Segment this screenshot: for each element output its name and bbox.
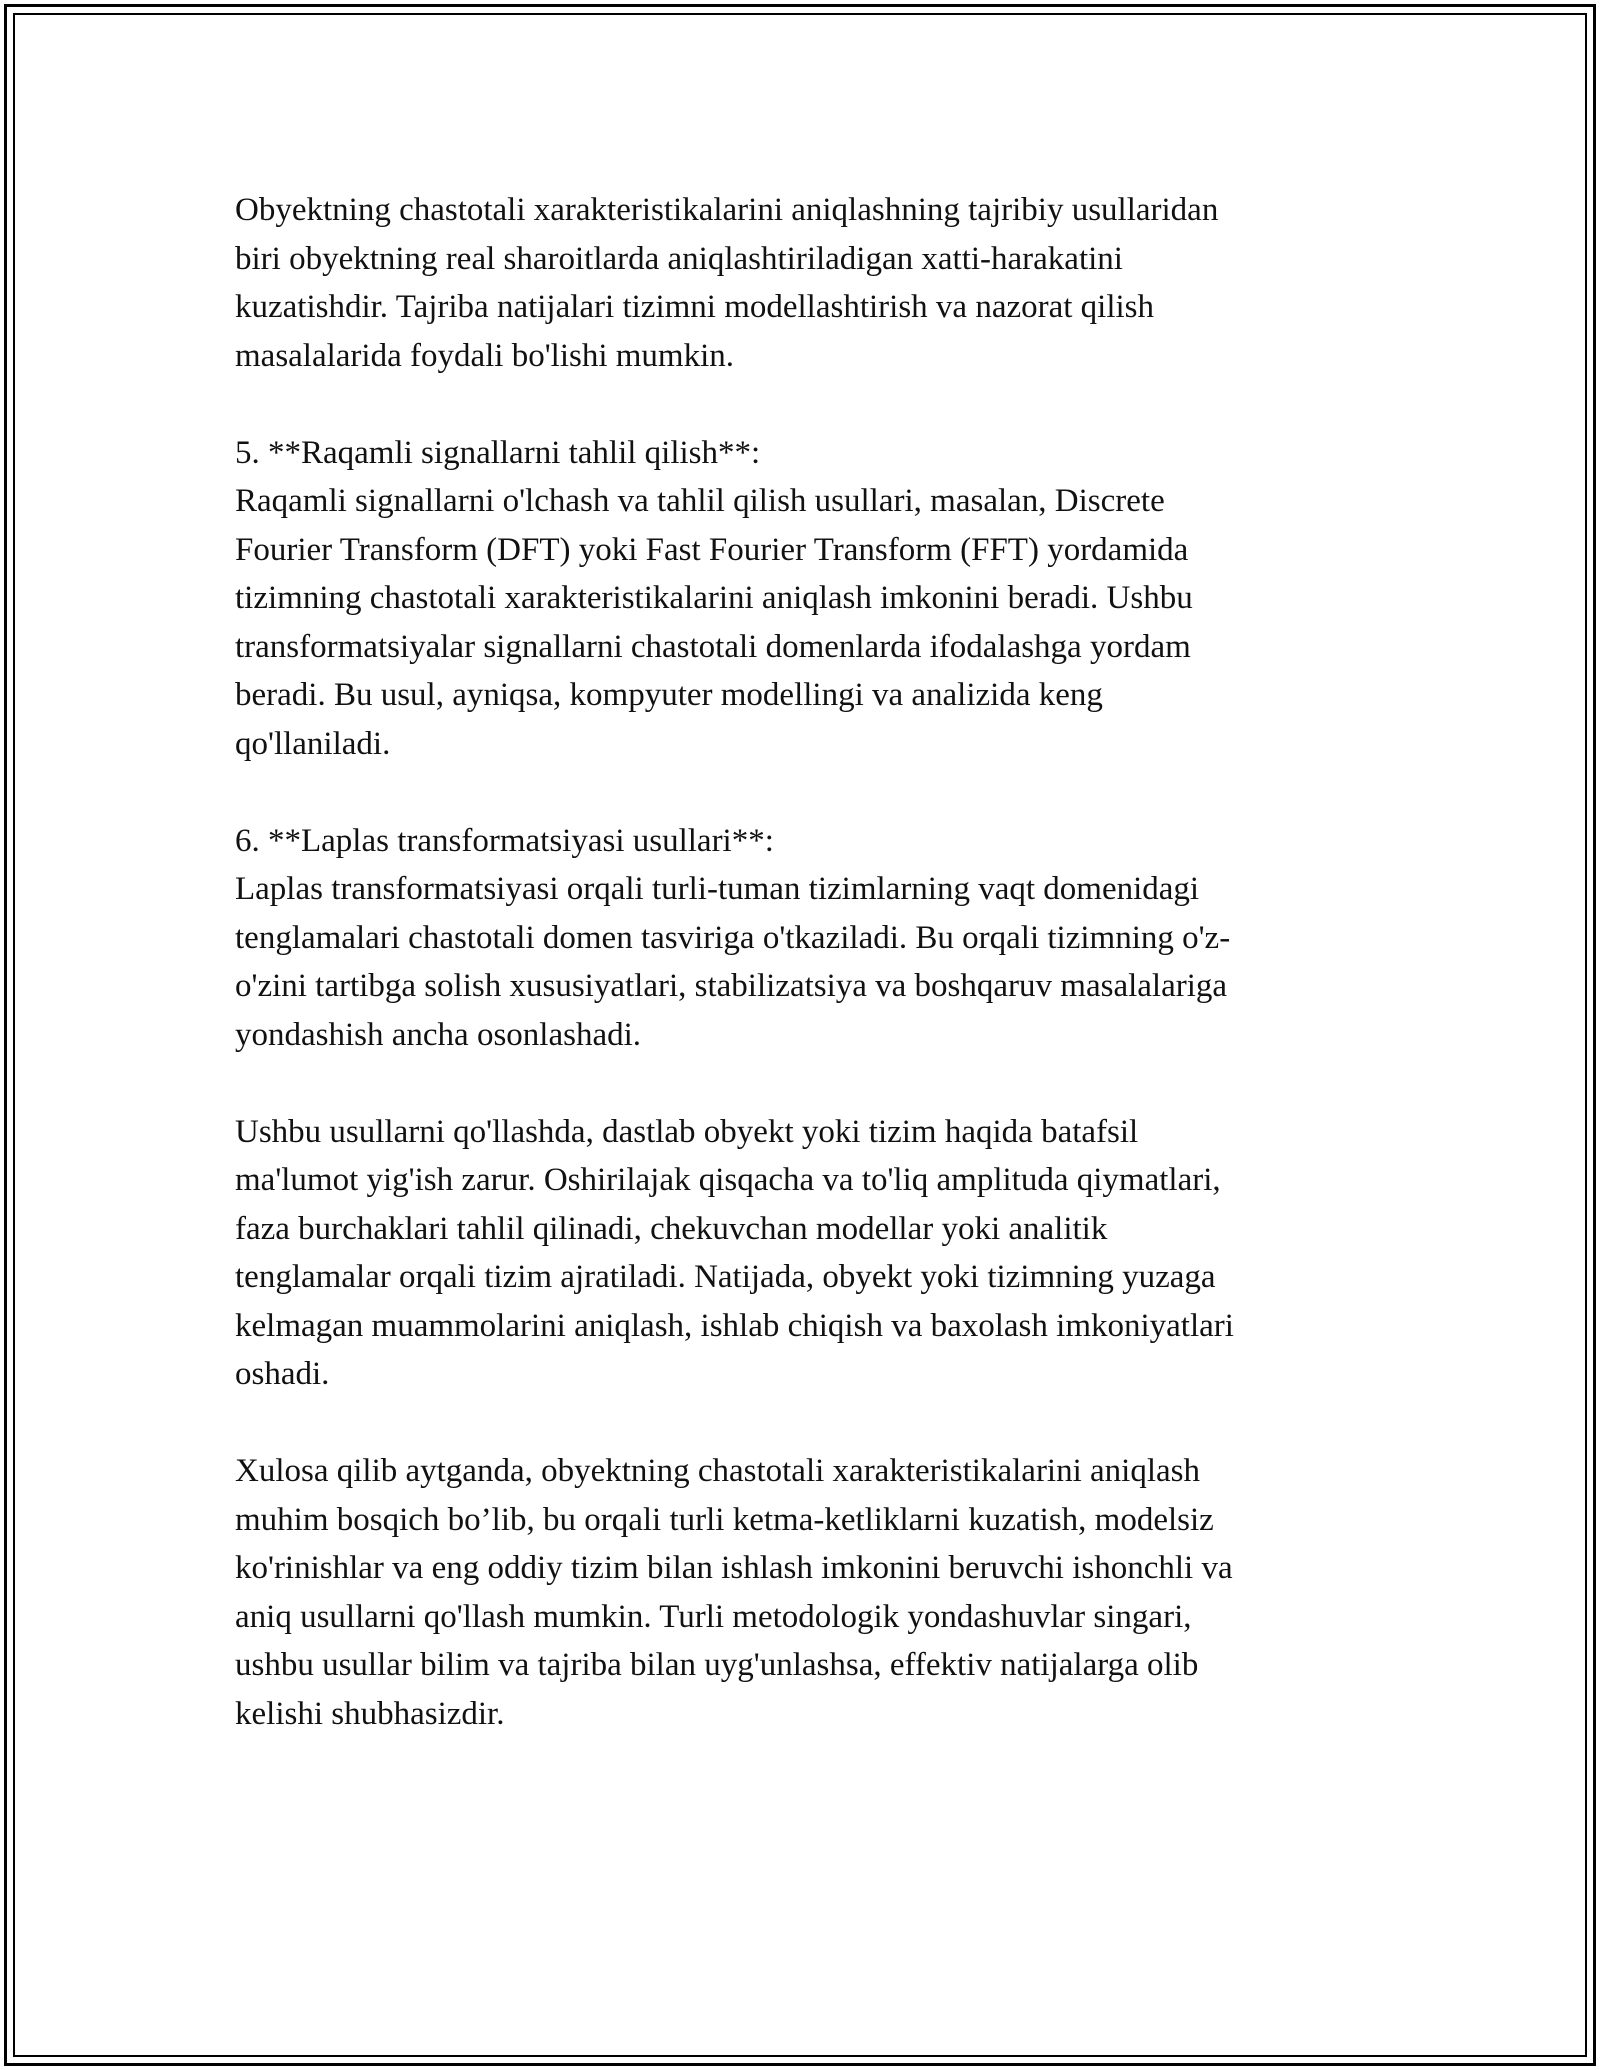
paragraph-conclusion: Xulosa qilib aytganda, obyektning chastotali xarakteristikalarini aniqlash muhim bosqich bo’lib, bu orqali turli ketma-ketliklarni kuzatish, modelsiz ko'rinishlar va eng oddiy tizim bilan ishlash imkonini beruvchi ishonchli va aniq usullarni qo'llash mumkin. Turli metodologik yondashuvlar singari, ushbu usullar bilim va tajriba bilan uyg'unlashsa, effektiv natijalarga olib kelishi shubhasizdir. bbox=[235, 1453, 1233, 1732]
paragraph-experimental-methods: Obyektning chastotali xarakteristikalarini aniqlashning tajribiy usullaridan biri obyektning real sharoitlarda aniqlashtiriladigan xatti-harakatini kuzatishdir. Tajriba natijalari tizimni modellashtirish va nazorat qilish masalalarida foydali bo'lishi mumkin. bbox=[235, 192, 1219, 374]
paragraph-applying-methods: Ushbu usullarni qo'llashda, dastlab obyekt yoki tizim haqida batafsil ma'lumot yig'ish zarur. Oshirilajak qisqacha va to'liq amplituda qiymatlari, faza burchaklari tahlil qilinadi, chekuvchan modellar yoki analitik tenglamalar orqali tizim ajratiladi. Natijada, obyekt yoki tizimning yuzaga kelmagan muammolarini aniqlash, ishlab chiqish va baxolash imkoniyatlari oshadi. bbox=[235, 1113, 1234, 1392]
document-body bbox=[235, 186, 1365, 1738]
paragraph-digital-signal-analysis: 5. **Raqamli signallarni tahlil qilish**: Raqamli signallarni o'lchash va tahlil qilish usullari, masalan, Discrete Fourier Transform (DFT) yoki Fast Fourier Transform (FFT) yordamida tizimning chastotali xarakteristikalarini aniqlash imkonini beradi. Ushbu transformatsiyalar signallarni chastotali domenlarda ifodalashga yordam beradi. Bu usul, ayniqsa, kompyuter modellingi va analizida keng qo'llaniladi. bbox=[235, 434, 1193, 762]
paragraph-laplace-transform: 6. **Laplas transformatsiyasi usullari**: Laplas transformatsiyasi orqali turli-tuman tizimlarning vaqt domenidagi tenglamalari chastotali domen tasviriga o'tkaziladi. Bu orqali tizimning o'z- o'zini tartibga solish xususiyatlari, stabilizatsiya va boshqaruv masalalariga yondashish ancha osonlashadi. bbox=[235, 822, 1231, 1053]
